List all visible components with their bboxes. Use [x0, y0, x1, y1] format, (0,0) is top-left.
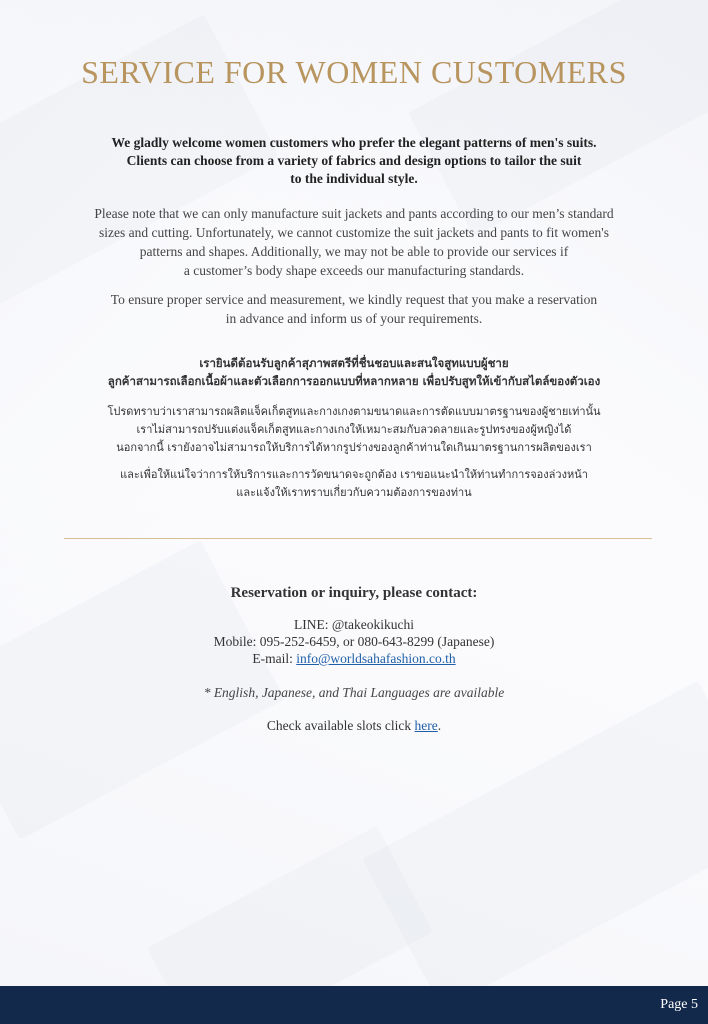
page-title: SERVICE FOR WOMEN CUSTOMERS [81, 54, 627, 90]
text-line: เราไม่สามารถปรับแต่งแจ็คเก็ตสูทและกางเกงให้เหมาะสมกับลวดลายและรูปทรงของผู้หญิงได้ [136, 423, 572, 436]
thai-intro-paragraph [40, 354, 668, 390]
email-label: E-mail: [252, 651, 297, 666]
intro-paragraph [60, 134, 648, 188]
contact-heading: Reservation or inquiry, please contact: [230, 585, 478, 601]
section-divider [64, 538, 652, 539]
text-line: Clients can choose from a variety of fabrics and design options to tailor the suit [126, 153, 582, 168]
slots-label: Check available slots click [266, 718, 415, 733]
email-link[interactable]: info@worldsahafashion.co.th [296, 651, 456, 666]
line-contact: LINE: @takeokikuchi [293, 617, 415, 632]
page-number: Page 5 [660, 997, 698, 1012]
page-footer [0, 986, 708, 1024]
thai-note-paragraph [40, 403, 668, 457]
text-line: นอกจากนี้ เรายังอาจไม่สามารถให้บริการได้หากรูปร่างของลูกค้าท่านใดเกินมาตรฐานการผลิตของเรา [116, 441, 592, 454]
text-line: a customer’s body shape exceeds our manufacturing standards. [183, 263, 525, 278]
text-line: ลูกค้าสามารถเลือกเนื้อผ้าและตัวเลือกการออกแบบที่หลากหลาย เพื่อปรับสูทให้เข้ากับสไตล์ของตัวเอง [107, 374, 601, 388]
text-line: to the individual style. [290, 171, 418, 186]
text-line: patterns and shapes. Additionally, we may not be able to provide our services if [139, 244, 569, 259]
text-line: เรายินดีต้อนรับลูกค้าสุภาพสตรีที่ชื่นชอบและสนใจสูทแบบผู้ชาย [199, 356, 509, 370]
reservation-paragraph [60, 290, 648, 328]
slots-link[interactable]: here [414, 718, 438, 733]
text-line: และแจ้งให้เราทราบเกี่ยวกับความต้องการของท่าน [236, 486, 472, 499]
text-line: To ensure proper service and measurement, we kindly request that you make a reservation [110, 292, 598, 307]
available-slots-text [0, 717, 708, 735]
mobile-contact: Mobile: 095-252-6459, or 080-643-8299 (Japanese) [213, 634, 495, 649]
text-line: We gladly welcome women customers who prefer the elegant patterns of men's suits. [111, 135, 597, 150]
slots-suffix: . [437, 718, 442, 733]
text-line: sizes and cutting. Unfortunately, we cannot customize the suit jackets and pants to fit women's [99, 225, 609, 240]
thai-reservation-paragraph [40, 466, 668, 502]
text-line: in advance and inform us of your requirements. [225, 311, 483, 326]
text-line: Please note that we can only manufacture suit jackets and pants according to our men’s standard [94, 206, 614, 221]
languages-note: * English, Japanese, and Thai Languages are available [203, 685, 505, 700]
email-contact [0, 650, 708, 667]
note-paragraph [60, 204, 648, 280]
background-pattern [408, 0, 708, 236]
text-line: โปรดทราบว่าเราสามารถผลิตแจ็คเก็ตสูทและกางเกงตามขนาดและการตัดแบบมาตรฐานของผู้ชายเท่านั้น [107, 405, 601, 418]
text-line: และเพื่อให้แน่ใจว่าการให้บริการและการวัดขนาดจะถูกต้อง เราขอแนะนำให้ท่านทำการจองล่วงหน้า [120, 468, 588, 481]
contact-details [0, 616, 708, 667]
